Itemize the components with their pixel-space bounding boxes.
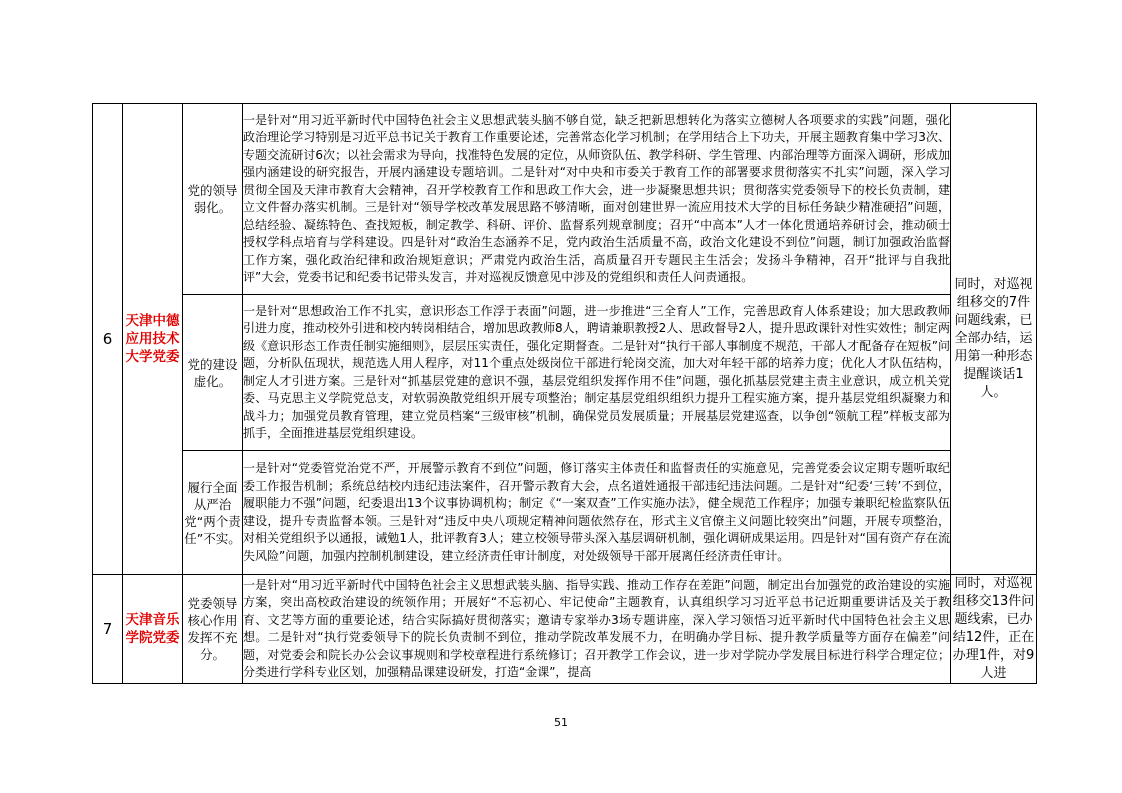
rectification-measures: 一是针对“用习近平新时代中国特色社会主义思想武装头脑、指导实践、推动工作存在差距”问题，制定出台加强党的政治建设的实施方案，突出高校政治建设的统领作用；开展好“不忘初心、牢记使命”主题教育，认真组织学习习近平总书记近期重要讲话及关于教育、文艺等方面的重要论述，结合实际搞好贯彻落实；邀请专家举办3场专题讲座，深入学习领悟习近平新时代中国特色社会主义思想。二是针对“执行党委领导下的院长负责制不到位，推动学院改革发展不力，在明确办学目标、提升教学质量等方面存在偏差”问题，对党委会和院长办公会议事规则和学校章程进行系统修订；召开教学工作会议，进一步对学院办学发展目标进行科学合理定位；分类进行学科专业区划，加强精品课建设研发，打造“金课”，提高: [243, 575, 951, 684]
table-row: [93, 451, 1037, 575]
page-number: 51: [554, 716, 568, 729]
row-index: 6: [93, 104, 123, 575]
inspection-rectification-table: [92, 103, 1037, 684]
rectification-measures: 一是针对“思想政治工作不扎实，意识形态工作浮于表面”问题，进一步推进“三全育人”工作，完善思政育人体系建设；加大思政教师引进力度，推动校外引进和校内转岗相结合，增加思政教师8人，聘请兼职教授2人、思政督导2人，提升思政课针对性实效性；制定两级《意识形态工作责任制实施细则》，层层压实责任，强化定期督查。二是针对“执行干部人事制度不规范，干部人才配备存在短板”问题，分析队伍现状，规范选人用人程序，对11个重点处级岗位干部进行轮岗交流，加大对年轻干部的培养力度；优化人才队伍结构，制定人才引进方案。三是针对“抓基层党建的意识不强，基层党组织发挥作用不佳”问题，强化抓基层党建主责主业意识，成立机关党委、马克思主义学院党总支，对软弱涣散党组织开展专项整治；制定基层党组织组织力提升工程实施方案，提升基层党组织凝聚力和战斗力；加强党员教育管理，建立党员档案“三级审核”机制，确保党员发展质量；开展基层党建巡查，以争创“领航工程”样板支部为抓手，全面推进基层党组织建设。: [243, 295, 951, 451]
unit-name: 天津音乐学院党委: [123, 575, 183, 684]
issue-category: 党的领导弱化。: [183, 104, 243, 295]
row-index: 7: [93, 575, 123, 684]
table-row: [93, 575, 1037, 684]
rectification-measures: 一是针对“用习近平新时代中国特色社会主义思想武装头脑不够自觉，缺乏把新思想转化为落实立德树人各项要求的实践”问题，强化政治理论学习特别是习近平总书记关于教育工作重要论述，完善常态化学习机制；在学用结合上下功夫，开展主题教育集中学习3次、专题交流研讨6次；以社会需求为导向，找准特色发展的定位，从师资队伍、教学科研、学生管理、内部治理等方面深入调研，形成加强内涵建设的研究报告，开展内涵建设专题培训。二是针对“对中央和市委关于教育工作的部署要求贯彻落实不扎实”问题，深入学习贯彻全国及天津市教育大会精神，召开学校教育工作和思政工作大会，进一步凝聚思想共识；贯彻落实党委领导下的校长负责制，建立文件督办落实机制。三是针对“领导学校改革发展思路不够清晰，面对创建世界一流应用技术大学的目标任务缺少精准硬招”问题，总结经验、凝练特色、查找短板，制定教学、科研、评价、监督系列规章制度；召开“中高本”人才一体化贯通培养研讨会，推动硕士授权学科点培育与学科建设。四是针对“政治生态涵养不足，党内政治生活质量不高，政治文化建设不到位”问题，制订加强政治监督工作方案，强化政治纪律和政治规矩意识；严肃党内政治生活，高质量召开专题民主生活会；发扬斗争精神，召开“批评与自我批评”大会，党委书记和纪委书记带头发言，并对巡视反馈意见中涉及的党组织和责任人问责通报。: [243, 104, 951, 295]
issue-category: 履行全面从严治党“两个责任”不实。: [183, 451, 243, 575]
clue-handling-result: 同时，对巡视组移交13件问题线索，已办结12件，正在办理1件，对9人进: [951, 575, 1037, 684]
table-row: [93, 104, 1037, 295]
table-row: [93, 295, 1037, 451]
rectification-measures: 一是针对“党委管党治党不严，开展警示教育不到位”问题，修订落实主体责任和监督责任的实施意见，完善党委会议定期专题听取纪委工作报告机制；系统总结校内违纪违法案件，召开警示教育大会，点名道姓通报干部违纪违法问题。二是针对“纪委‘三转’不到位，履职能力不强”问题，纪委退出13个议事协调机构；制定《“一案双查”工作实施办法》，健全规范工作程序；加强专兼职纪检监察队伍建设，提升专责监督本领。三是针对“违反中央八项规定精神问题依然存在，形式主义官僚主义问题比较突出”问题，开展专项整治，对相关党组织予以通报，诫勉1人，批评教育3人；建立校领导带头深入基层调研机制，强化调研成果运用。四是针对“国有资产存在流失风险”问题，加强内控制机制建设，建立经济责任审计制度，对处级领导干部开展离任经济责任审计。: [243, 451, 951, 575]
unit-name: 天津中德应用技术大学党委: [123, 104, 183, 575]
issue-category: 党的建设虚化。: [183, 295, 243, 451]
issue-category: 党委领导核心作用发挥不充分。: [183, 575, 243, 684]
clue-handling-result: 同时，对巡视组移交的7件问题线索，已全部办结，运用第一种形态提醒谈话1人。: [951, 104, 1037, 575]
